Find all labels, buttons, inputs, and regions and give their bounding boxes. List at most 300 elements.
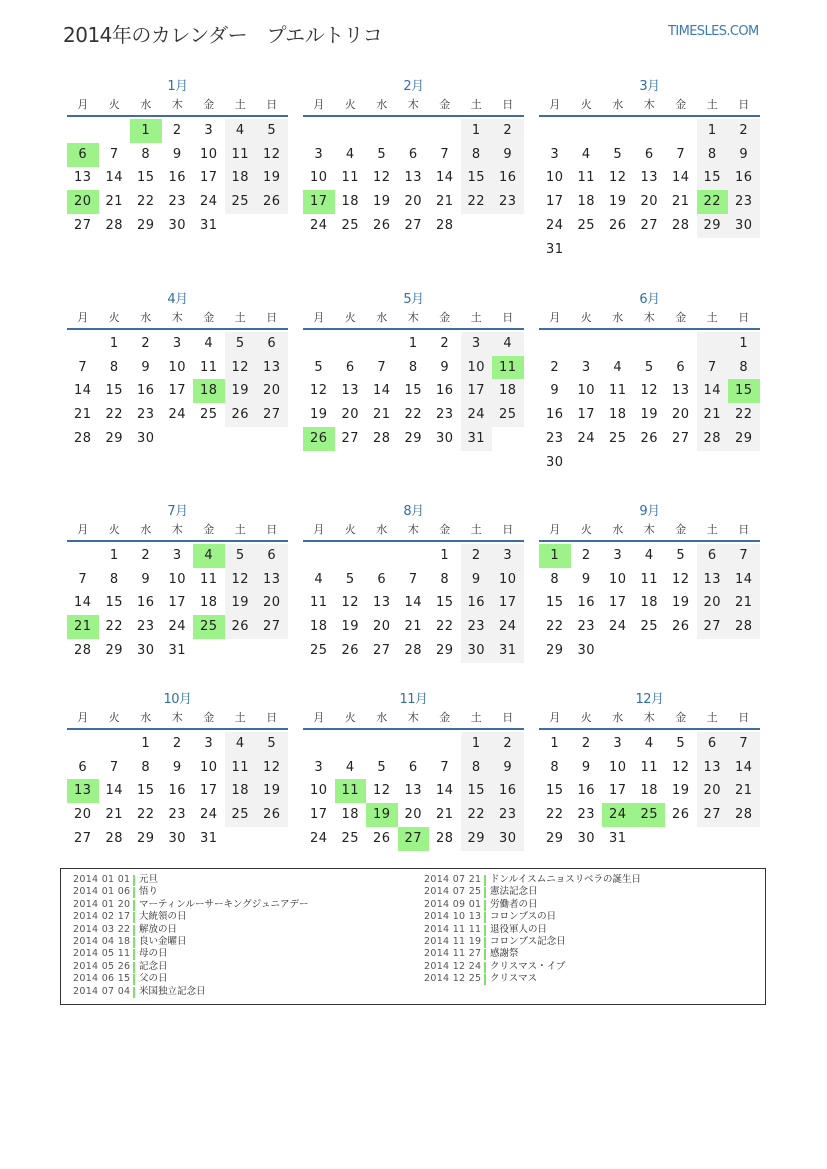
holiday-date: 2014 07 21: [424, 874, 482, 885]
holiday-date: 2014 05 11: [73, 948, 131, 960]
holiday-day-cell: 4: [193, 544, 225, 568]
holiday-marker: [484, 949, 486, 960]
day-cell: 29: [728, 427, 760, 451]
day-cell: 11: [640, 759, 659, 775]
day-cell: 12: [372, 783, 391, 799]
day-cell: 8: [440, 571, 450, 587]
day-cell: 22: [461, 803, 493, 827]
day-cell: 16: [168, 783, 187, 799]
day-cell: 6: [256, 332, 288, 356]
day-cell: 4: [644, 548, 654, 563]
day-cell: 24: [168, 619, 187, 635]
month-title: 2月: [403, 79, 424, 94]
day-cell: 6: [345, 359, 355, 375]
day-cell: 24: [309, 217, 328, 233]
day-cell: 13: [256, 356, 288, 380]
holiday-name: 悟り: [139, 886, 159, 898]
day-cell: 17: [461, 379, 493, 403]
day-cell: 16: [728, 166, 760, 190]
day-cell: 4: [492, 332, 524, 356]
day-cell: 31: [199, 217, 218, 233]
holiday-name: 退役軍人の日: [490, 923, 548, 935]
weekday-label: 日: [266, 311, 278, 324]
day-cell: 22: [105, 407, 124, 423]
day-cell: 7: [408, 571, 418, 587]
day-cell: 17: [199, 170, 218, 186]
day-cell: 10: [492, 568, 524, 592]
weekday-label: 木: [407, 98, 419, 111]
day-cell: 17: [199, 783, 218, 799]
day-cell: 26: [256, 190, 288, 214]
day-cell: 8: [550, 759, 560, 775]
weekday-label: 土: [234, 98, 246, 111]
day-cell: 18: [640, 595, 659, 611]
weekday-label: 水: [612, 98, 624, 111]
month-title: 7月: [167, 504, 188, 519]
day-cell: 10: [545, 170, 564, 186]
holiday-day-cell: 13: [67, 779, 99, 803]
day-cell: 20: [404, 807, 423, 823]
day-cell: 6: [78, 759, 88, 775]
day-cell: 21: [105, 807, 124, 823]
day-cell: 23: [168, 807, 187, 823]
day-cell: 22: [404, 407, 423, 423]
day-cell: 7: [728, 732, 760, 756]
day-cell: 5: [225, 544, 257, 568]
day-cell: 13: [341, 383, 360, 399]
weekday-label: 月: [77, 711, 89, 724]
holiday-marker: [133, 900, 135, 911]
day-cell: 27: [404, 217, 423, 233]
day-cell: 7: [78, 359, 88, 375]
day-cell: 31: [461, 427, 493, 451]
day-cell: 16: [435, 383, 454, 399]
day-cell: 4: [225, 119, 257, 143]
holiday-day-cell: 25: [634, 803, 666, 827]
holiday-name: 元旦: [139, 874, 159, 885]
day-cell: 16: [136, 383, 155, 399]
holiday-name: ドンルイスムニョスリベラの誕生日: [490, 874, 642, 885]
day-cell: 9: [550, 383, 560, 399]
weekday-label: 火: [580, 711, 592, 724]
day-cell: 19: [608, 194, 627, 210]
day-cell: 22: [136, 807, 155, 823]
day-cell: 2: [141, 336, 151, 351]
day-cell: 5: [377, 759, 387, 775]
day-cell: 2: [728, 119, 760, 143]
day-cell: 11: [199, 359, 218, 375]
holiday-marker: [484, 974, 486, 985]
day-cell: 14: [73, 595, 92, 611]
holiday-date: 2014 04 18: [73, 936, 131, 947]
day-cell: 18: [492, 379, 524, 403]
holiday-marker: [133, 962, 135, 973]
day-cell: 2: [172, 123, 182, 138]
day-cell: 9: [581, 571, 591, 587]
day-cell: 31: [608, 830, 627, 846]
weekday-label: 金: [675, 711, 687, 724]
day-cell: 19: [372, 194, 391, 210]
day-cell: 30: [545, 454, 564, 470]
day-cell: 25: [199, 407, 218, 423]
day-cell: 12: [671, 759, 690, 775]
holiday-marker: [133, 925, 135, 936]
day-cell: 23: [728, 190, 760, 214]
day-cell: 29: [545, 830, 564, 846]
month-title: 3月: [639, 79, 660, 94]
day-cell: 17: [545, 194, 564, 210]
day-cell: 30: [492, 827, 524, 851]
day-cell: 27: [73, 830, 92, 846]
day-cell: 23: [492, 190, 524, 214]
day-cell: 6: [408, 146, 418, 162]
weekday-label: 日: [502, 523, 514, 536]
day-cell: 3: [204, 736, 214, 751]
day-cell: 30: [136, 642, 155, 658]
holiday-marker: [133, 912, 135, 923]
day-cell: 28: [671, 217, 690, 233]
weekday-label: 水: [612, 711, 624, 724]
day-cell: 28: [435, 217, 454, 233]
weekday-label: 土: [706, 98, 718, 111]
holiday-marker: [484, 900, 486, 911]
day-cell: 3: [613, 548, 623, 563]
day-cell: 15: [697, 166, 729, 190]
day-cell: 17: [168, 595, 187, 611]
weekday-label: 水: [140, 98, 152, 111]
day-cell: 31: [199, 830, 218, 846]
holiday-marker: [133, 974, 135, 985]
holiday-name: 解放の日: [139, 923, 178, 935]
day-cell: 22: [461, 190, 493, 214]
weekday-label: 土: [706, 711, 718, 724]
day-cell: 26: [608, 217, 627, 233]
day-cell: 13: [671, 383, 690, 399]
day-cell: 8: [109, 571, 119, 587]
day-cell: 28: [73, 642, 92, 658]
day-cell: 9: [461, 568, 493, 592]
weekday-label: 木: [643, 311, 655, 324]
weekday-label: 木: [407, 311, 419, 324]
weekday-label: 木: [643, 523, 655, 536]
day-cell: 10: [309, 783, 328, 799]
day-cell: 28: [404, 642, 423, 658]
day-cell: 4: [225, 732, 257, 756]
day-cell: 26: [256, 803, 288, 827]
holiday-day-cell: 24: [602, 803, 634, 827]
day-cell: 31: [168, 642, 187, 658]
day-cell: 21: [73, 407, 92, 423]
day-cell: 27: [73, 217, 92, 233]
weekday-label: 日: [502, 311, 514, 324]
day-cell: 11: [640, 571, 659, 587]
day-cell: 14: [105, 783, 124, 799]
day-cell: 28: [73, 430, 92, 446]
day-cell: 13: [640, 170, 659, 186]
day-cell: 22: [105, 619, 124, 635]
day-cell: 5: [644, 359, 654, 375]
day-cell: 30: [577, 830, 596, 846]
day-cell: 21: [728, 779, 760, 803]
day-cell: 26: [225, 403, 257, 427]
day-cell: 10: [608, 571, 627, 587]
holiday-date: 2014 11 11: [424, 923, 482, 935]
holiday-marker: [484, 925, 486, 936]
day-cell: 31: [545, 241, 564, 257]
weekday-label: 木: [171, 311, 183, 324]
day-cell: 18: [640, 783, 659, 799]
weekend-filler: [697, 332, 729, 356]
day-cell: 9: [440, 359, 450, 375]
day-cell: 7: [728, 544, 760, 568]
weekday-label: 木: [171, 98, 183, 111]
weekday-label: 木: [171, 711, 183, 724]
weekday-label: 火: [108, 98, 120, 111]
day-cell: 20: [697, 779, 729, 803]
holiday-day-cell: 1: [130, 119, 162, 143]
day-cell: 6: [676, 359, 686, 375]
month-title: 6月: [639, 292, 660, 307]
holiday-name: 良い金曜日: [139, 936, 187, 947]
weekday-label: 日: [502, 711, 514, 724]
day-cell: 18: [341, 807, 360, 823]
holiday-marker: [133, 949, 135, 960]
weekday-label: 金: [203, 98, 215, 111]
weekday-label: 木: [171, 523, 183, 536]
holiday-name: 米国独立記念日: [139, 985, 206, 997]
holiday-name: コロンブス記念日: [490, 936, 566, 947]
day-cell: 23: [136, 407, 155, 423]
weekday-label: 水: [376, 311, 388, 324]
day-cell: 30: [577, 642, 596, 658]
weekday-label: 水: [140, 311, 152, 324]
day-cell: 18: [608, 407, 627, 423]
holiday-date: 2014 06 15: [73, 973, 131, 985]
day-cell: 2: [461, 544, 493, 568]
day-cell: 19: [309, 407, 328, 423]
holiday-marker: [484, 962, 486, 973]
day-cell: 24: [168, 407, 187, 423]
holiday-date: 2014 01 20: [73, 898, 131, 910]
day-cell: 16: [577, 595, 596, 611]
holiday-day-cell: 18: [193, 379, 225, 403]
day-cell: 5: [676, 736, 686, 751]
weekday-label: 金: [675, 523, 687, 536]
month-title: 9月: [639, 504, 660, 519]
holiday-marker: [484, 912, 486, 923]
weekday-label: 月: [77, 98, 89, 111]
day-cell: 27: [372, 642, 391, 658]
day-cell: 1: [440, 548, 450, 563]
day-cell: 3: [172, 336, 182, 351]
holiday-name: コロンブスの日: [490, 911, 557, 923]
day-cell: 30: [461, 639, 493, 663]
day-cell: 18: [199, 595, 218, 611]
day-cell: 9: [492, 756, 524, 780]
holiday-day-cell: 26: [303, 427, 335, 451]
day-cell: 3: [314, 146, 324, 162]
weekday-label: 金: [203, 711, 215, 724]
day-cell: 19: [256, 166, 288, 190]
day-cell: 23: [545, 430, 564, 446]
holiday-day-cell: 1: [539, 544, 571, 568]
day-cell: 3: [581, 359, 591, 375]
day-cell: 23: [461, 615, 493, 639]
day-cell: 14: [73, 383, 92, 399]
day-cell: 7: [440, 759, 450, 775]
weekday-label: 日: [738, 711, 750, 724]
weekday-label: 火: [580, 523, 592, 536]
month-header-rule: [303, 540, 524, 542]
day-cell: 26: [372, 217, 391, 233]
weekday-label: 月: [549, 98, 561, 111]
weekday-label: 金: [203, 523, 215, 536]
day-cell: 6: [256, 544, 288, 568]
day-cell: 24: [577, 430, 596, 446]
holiday-date: 2014 07 04: [73, 985, 131, 997]
day-cell: 26: [225, 615, 257, 639]
month-header-rule: [67, 115, 288, 117]
day-cell: 11: [608, 383, 627, 399]
day-cell: 4: [581, 146, 591, 162]
day-cell: 25: [225, 803, 257, 827]
day-cell: 2: [141, 548, 151, 563]
weekday-label: 日: [502, 98, 514, 111]
day-cell: 18: [341, 194, 360, 210]
day-cell: 30: [435, 430, 454, 446]
month-title: 11月: [399, 692, 428, 707]
day-cell: 29: [105, 430, 124, 446]
day-cell: 28: [728, 803, 760, 827]
day-cell: 24: [199, 807, 218, 823]
holiday-day-cell: 15: [728, 379, 760, 403]
weekday-label: 日: [266, 523, 278, 536]
day-cell: 30: [168, 217, 187, 233]
holiday-date: 2014 12 25: [424, 973, 482, 985]
day-cell: 26: [372, 830, 391, 846]
month-header-rule: [303, 328, 524, 330]
holiday-date: 2014 05 26: [73, 960, 131, 972]
day-cell: 20: [640, 194, 659, 210]
day-cell: 11: [309, 595, 328, 611]
day-cell: 9: [728, 143, 760, 167]
day-cell: 19: [256, 779, 288, 803]
weekday-label: 月: [549, 711, 561, 724]
weekday-label: 月: [313, 311, 325, 324]
day-cell: 6: [644, 146, 654, 162]
day-cell: 17: [168, 383, 187, 399]
weekday-label: 土: [470, 711, 482, 724]
holiday-name: マーティンルーサーキングジュニアデー: [139, 898, 309, 910]
day-cell: 9: [141, 571, 151, 587]
month-header-rule: [539, 728, 760, 730]
day-cell: 18: [225, 166, 257, 190]
weekday-label: 金: [203, 311, 215, 324]
day-cell: 10: [608, 759, 627, 775]
day-cell: 17: [608, 783, 627, 799]
site-logo[interactable]: TIMESLES.COM: [668, 24, 759, 39]
weekday-label: 水: [376, 523, 388, 536]
day-cell: 18: [309, 619, 328, 635]
month-header-rule: [67, 728, 288, 730]
day-cell: 28: [728, 615, 760, 639]
holiday-name: 記念日: [139, 960, 168, 972]
day-cell: 10: [199, 759, 218, 775]
day-cell: 15: [461, 779, 493, 803]
weekday-label: 土: [470, 311, 482, 324]
month-header-rule: [539, 540, 760, 542]
day-cell: 8: [408, 359, 418, 375]
day-cell: 15: [545, 783, 564, 799]
day-cell: 10: [199, 146, 218, 162]
weekday-label: 火: [580, 98, 592, 111]
day-cell: 2: [550, 359, 560, 375]
weekday-label: 月: [549, 523, 561, 536]
weekday-label: 木: [407, 711, 419, 724]
day-cell: 24: [199, 194, 218, 210]
weekday-label: 日: [266, 711, 278, 724]
day-cell: 2: [581, 736, 591, 751]
day-cell: 26: [671, 807, 690, 823]
weekday-label: 水: [140, 523, 152, 536]
weekday-label: 日: [738, 311, 750, 324]
holiday-marker: [484, 875, 486, 886]
day-cell: 27: [256, 403, 288, 427]
month-header-rule: [303, 115, 524, 117]
day-cell: 27: [671, 430, 690, 446]
day-cell: 2: [581, 548, 591, 563]
weekday-label: 木: [407, 523, 419, 536]
weekday-label: 木: [643, 711, 655, 724]
day-cell: 23: [577, 619, 596, 635]
day-cell: 25: [341, 830, 360, 846]
weekday-label: 火: [108, 523, 120, 536]
holiday-date: 2014 03 22: [73, 923, 131, 935]
weekday-label: 火: [344, 711, 356, 724]
holiday-day-cell: 6: [67, 143, 99, 167]
month-title: 10月: [163, 692, 192, 707]
day-cell: 3: [314, 759, 324, 775]
day-cell: 14: [671, 170, 690, 186]
month-title: 4月: [167, 292, 188, 307]
day-cell: 19: [225, 591, 257, 615]
day-cell: 13: [404, 170, 423, 186]
day-cell: 16: [461, 591, 493, 615]
weekday-label: 土: [470, 523, 482, 536]
weekday-label: 金: [675, 311, 687, 324]
day-cell: 14: [728, 568, 760, 592]
day-cell: 17: [309, 807, 328, 823]
day-cell: 15: [404, 383, 423, 399]
day-cell: 8: [141, 146, 151, 162]
day-cell: 27: [341, 430, 360, 446]
day-cell: 14: [372, 383, 391, 399]
day-cell: 21: [105, 194, 124, 210]
weekday-label: 日: [738, 523, 750, 536]
holiday-marker: [484, 937, 486, 948]
day-cell: 14: [728, 756, 760, 780]
day-cell: 20: [671, 407, 690, 423]
day-cell: 4: [613, 359, 623, 375]
day-cell: 11: [225, 143, 257, 167]
holiday-name: 父の日: [139, 973, 168, 985]
holiday-date: 2014 11 19: [424, 936, 482, 947]
day-cell: 20: [372, 619, 391, 635]
weekday-label: 土: [470, 98, 482, 111]
day-cell: 12: [372, 170, 391, 186]
day-cell: 28: [105, 830, 124, 846]
day-cell: 11: [199, 571, 218, 587]
